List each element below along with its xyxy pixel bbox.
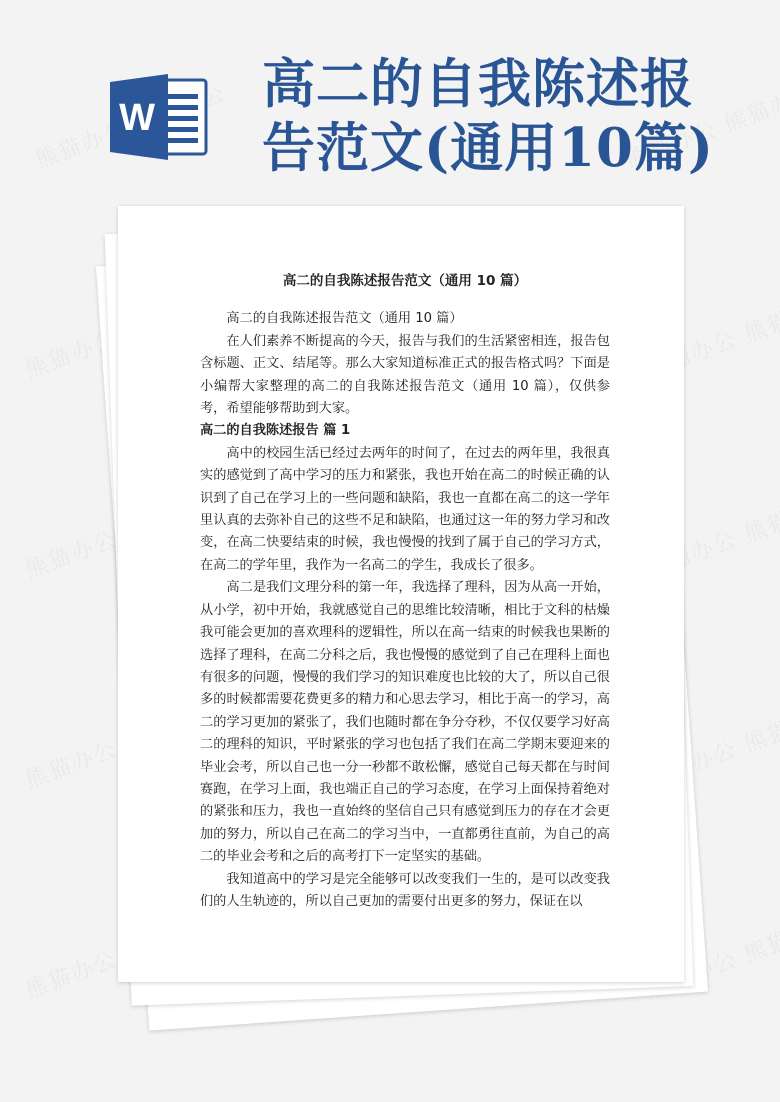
paragraph: 在人们素养不断提高的今天，报告与我们的生活紧密相连，报告包含标题、正文、结尾等。那么大家知道标准正式的报告格式吗？下面是小编帮大家整理的高二的自我陈述报告范文（通用 10 篇），仅供参考，希望能够帮助到大家。 — [200, 333, 610, 417]
section-heading: 高二的自我陈述报告 篇 1 — [200, 423, 351, 439]
page-title — [262, 52, 772, 180]
svg-text:W: W — [119, 97, 155, 139]
paragraph: 高中的校园生活已经过去两年的时间了，在过去的两年里，我很真实的感觉到了高中学习的压力和紧张，我也开始在高二的时候正确的认识到了自己在学习上的一些问题和缺陷，我也一直都在高二的这一学年里认真的去弥补自己的这些不足和缺陷，也通过这一年的努力学习和改变，在高二快要结束的时候，我也慢慢的找到了属于自己的学习方式，在高二的学年里，我作为一名高二的学生，我成长了很多。 — [200, 445, 610, 573]
word-icon — [110, 74, 210, 160]
document-heading: 高二的自我陈述报告范文（通用 10 篇） — [282, 273, 528, 289]
document-body — [200, 270, 610, 913]
title-line-1: 高二的自我陈述报 — [262, 53, 694, 115]
paragraph: 高二的自我陈述报告范文（通用 10 篇） — [226, 311, 463, 327]
title-line-2: 告范文(通用10篇) — [262, 117, 714, 179]
paragraph: 我知道高中的学习是完全能够可以改变我们一生的，是可以改变我们的人生轨迹的，所以自己更加的需要付出更多的努力，保证在以 — [200, 871, 610, 909]
paragraph: 高二是我们文理分科的第一年，我选择了理科，因为从高一开始，从小学，初中开始，我就感觉自己的思维比较清晰，相比于文科的枯燥我可能会更加的喜欢理科的逻辑性，所以在高一结束的时候我也果断的选择了理科，在高二分科之后，我也慢慢的感觉到了自己在理科上面也有很多的问题，慢慢的我们学习的知识难度也比较的大了，所以自己很多的时候都需要花费更多的精力和心思去学习，相比于高一的学习，高二的学习更加的紧张了，我们也随时都在争分夺秒，不仅仅要学习好高二的理科的知识，平时紧张的学习也包括了我们在高二学期末要迎来的毕业会考，所以自己也一分一秒都不敢松懈，感觉自己每天都在与时间赛跑，在学习上面，我也端正自己的学习态度，在学习上面保持着绝对的紧张和压力，我也一直始终的坚信自己只有感觉到压力的存在才会更加的努力，所以自己在高二的学习当中，一直都勇往直前，为自己的高二的毕业会考和之后的高考打下一定坚实的基础。 — [200, 580, 610, 865]
